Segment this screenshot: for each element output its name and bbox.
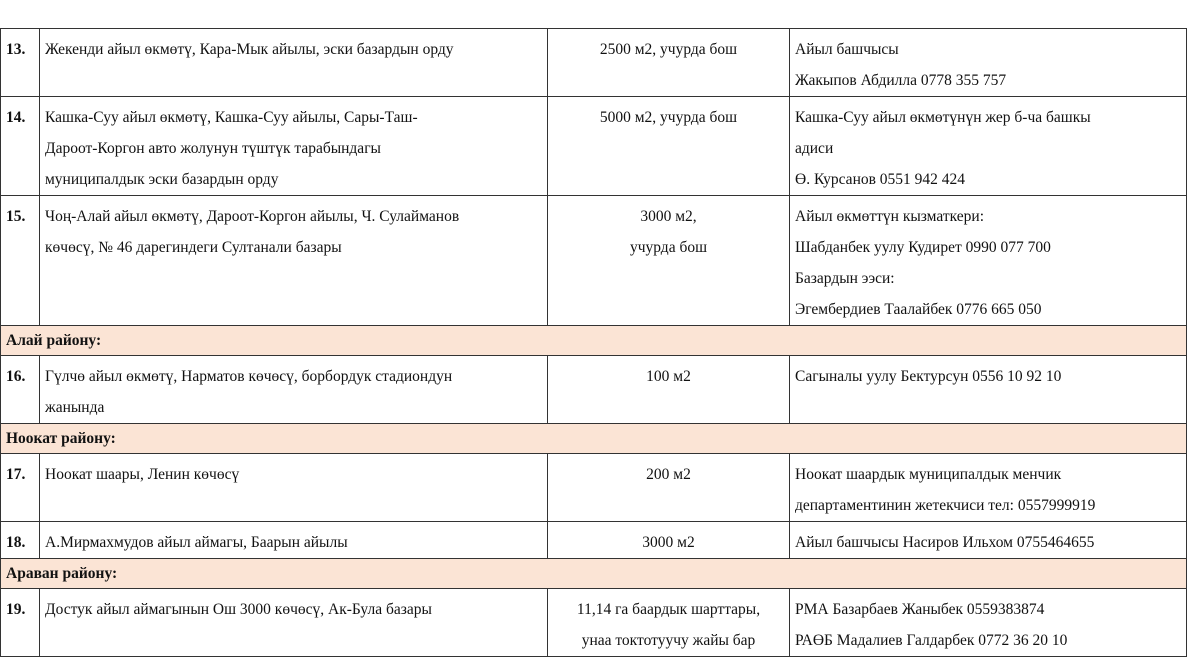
contact-line: департаментинин жетекчиси тел: 0557999919 [795,497,1096,514]
contact-line: Айыл башчысы [795,41,899,58]
table-row [1,454,1187,522]
place-line: Гүлчө айыл өкмөтү, Нарматов көчөсү, борбордук стадиондун [45,368,453,385]
place-line: Чоң-Алай айыл өкмөтү, Дароот-Коргон айылы, Ч. Сулайманов [45,208,460,225]
contact-line: Сагыналы уулу Бектурсун 0556 10 92 10 [795,368,1062,385]
markets-table [0,28,1187,657]
place-line: А.Мирмахмудов айыл аймагы, Баарын айылы [45,534,348,551]
contact-line: Шабданбек уулу Кудирет 0990 077 700 [795,239,1051,256]
area-cell [548,196,790,326]
contact-line: Айыл өкмөттүн кызматкери: [795,208,984,225]
place-cell [40,356,548,424]
section-title: Алай району: [1,326,1187,356]
section-header-row [1,559,1187,589]
row-number: 16. [1,356,40,424]
table-row [1,356,1187,424]
row-number: 18. [1,522,40,559]
place-cell [40,29,548,97]
contact-line: Жакыпов Абдилла 0778 355 757 [795,72,1007,89]
contact-line: Эгембердиев Таалайбек 0776 665 050 [795,301,1042,318]
table-row [1,522,1187,559]
contact-cell [790,97,1187,196]
place-line: муниципалдык эски базардын орду [45,171,279,188]
area-cell [548,356,790,424]
area-cell [548,522,790,559]
place-cell [40,196,548,326]
area-cell [548,97,790,196]
place-line: жанында [45,399,105,416]
row-number: 14. [1,97,40,196]
contact-line: Ө. Курсанов 0551 942 424 [795,171,966,188]
area-cell [548,589,790,657]
contact-cell [790,589,1187,657]
row-number: 17. [1,454,40,522]
area-line: 11,14 га баардык шарттары, [576,601,761,618]
row-number: 13. [1,29,40,97]
area-line: унаа токтотуучу жайы бар [581,632,756,649]
place-line: Достук айыл аймагынын Ош 3000 көчөсү, Ак-Була базары [45,601,432,618]
contact-line: РАӨБ Мадалиев Галдарбек 0772 36 20 10 [795,632,1068,649]
area-line: 3000 м2 [642,534,695,551]
area-cell [548,454,790,522]
contact-line: адиси [795,140,834,157]
place-line: Ноокат шаары, Ленин көчөсү [45,466,240,483]
contact-line: РМА Базарбаев Жаныбек 0559383874 [795,601,1045,618]
contact-cell [790,29,1187,97]
section-title: Ноокат району: [1,424,1187,454]
area-cell [548,29,790,97]
area-line: 3000 м2, [640,208,697,225]
place-cell [40,589,548,657]
place-cell [40,522,548,559]
contact-cell [790,356,1187,424]
section-header-row [1,424,1187,454]
contact-line: Кашка-Суу айыл өкмөтүнүн жер б-ча башкы [795,109,1091,126]
contact-cell [790,196,1187,326]
contact-line: Базардын ээси: [795,270,895,287]
contact-cell [790,522,1187,559]
table-row [1,29,1187,97]
table-row [1,196,1187,326]
area-line: учурда бош [629,239,708,256]
area-line: 2500 м2, учурда бош [599,41,738,58]
table-row [1,589,1187,657]
area-line: 200 м2 [646,466,691,483]
place-line: Жекенди айыл өкмөтү, Кара-Мык айылы, эски базардын орду [45,41,454,58]
area-line: 5000 м2, учурда бош [599,109,738,126]
contact-cell [790,454,1187,522]
table-row [1,97,1187,196]
section-title: Араван району: [1,559,1187,589]
area-line: 100 м2 [646,368,691,385]
place-line: Дароот-Коргон авто жолунун түштүк тарабындагы [45,140,381,157]
row-number: 15. [1,196,40,326]
contact-line: Ноокат шаардык муниципалдык менчик [795,466,1062,483]
place-cell [40,97,548,196]
section-header-row [1,326,1187,356]
place-line: Кашка-Суу айыл өкмөтү, Кашка-Суу айылы, Сары-Таш- [45,109,418,126]
place-line: көчөсү, № 46 дарегиндеги Султанали базары [45,239,342,256]
contact-line: Айыл башчысы Насиров Ильхом 0755464655 [795,534,1095,551]
row-number: 19. [1,589,40,657]
place-cell [40,454,548,522]
